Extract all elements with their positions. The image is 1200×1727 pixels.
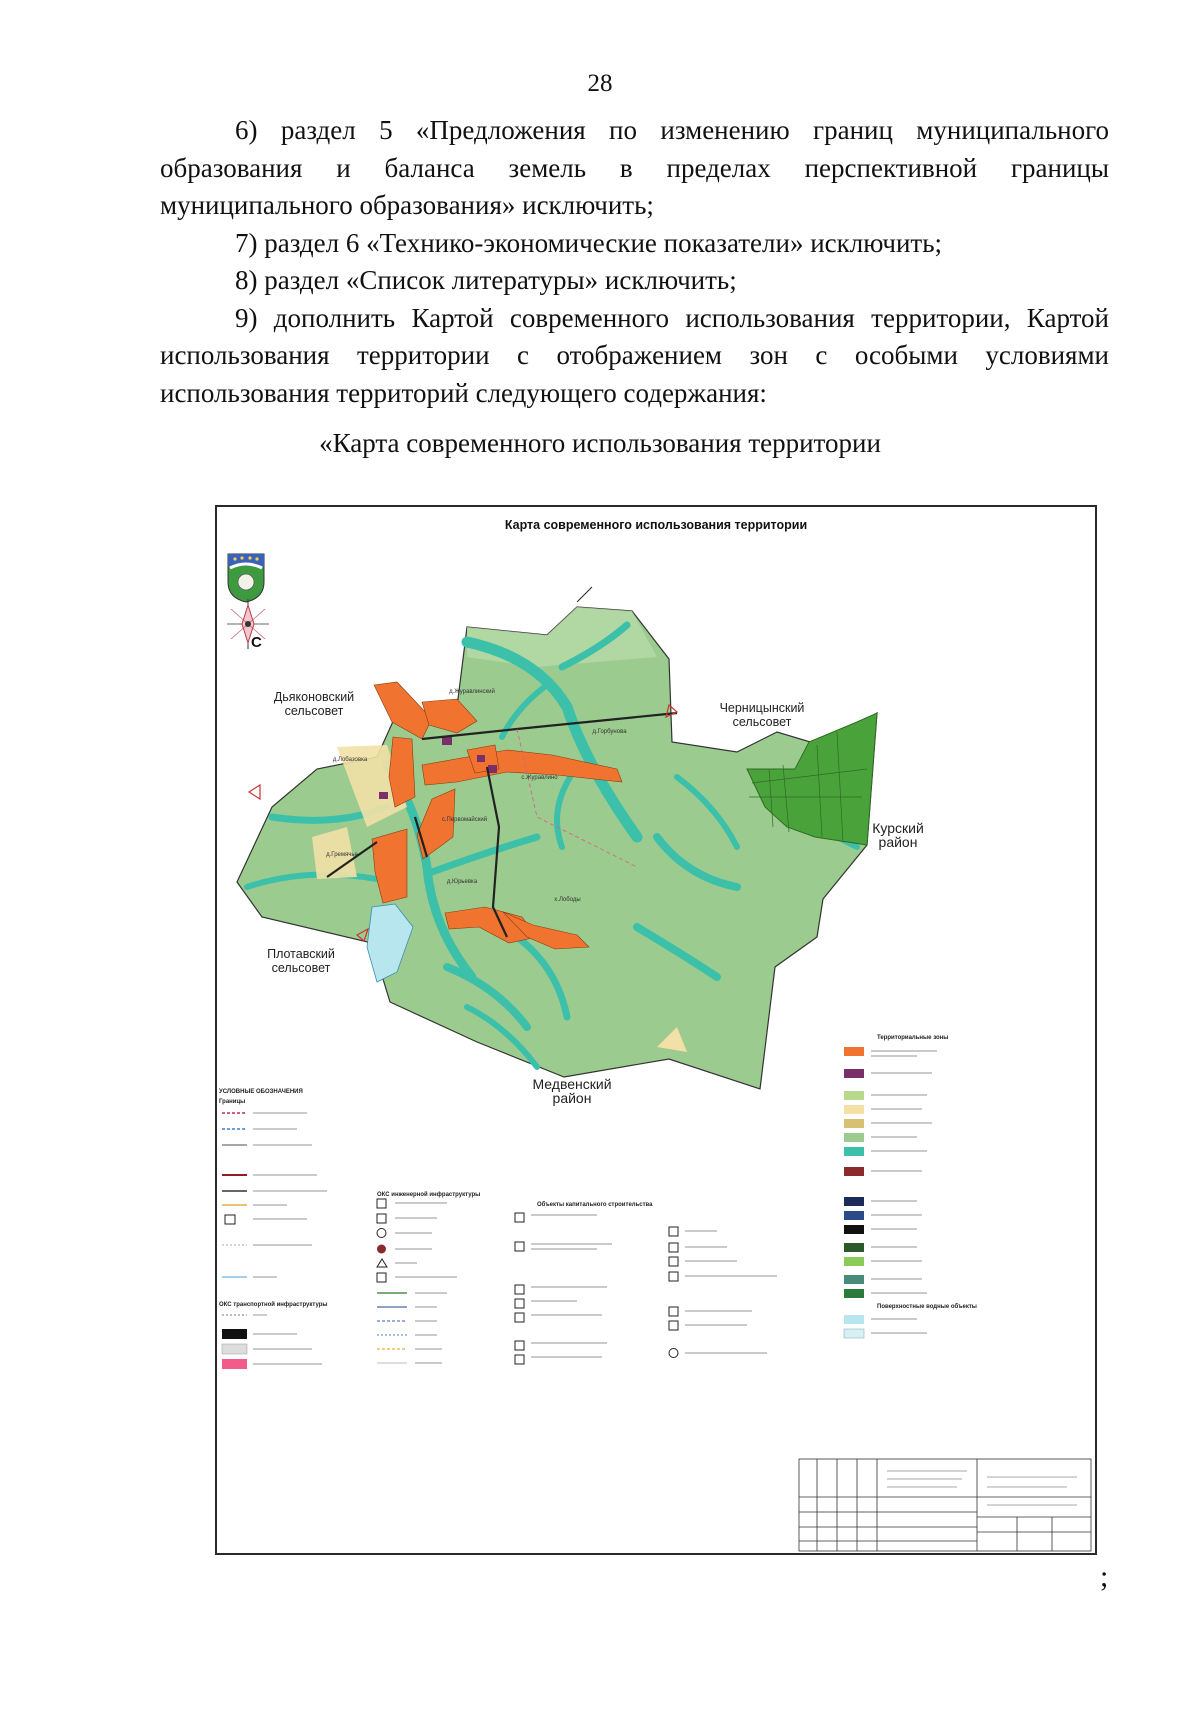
label-chernitsynsky: Черницынский сельсовет xyxy=(719,701,805,729)
village-label: д.Журавлинский xyxy=(449,689,495,695)
map-caption: «Карта современного использования территории xyxy=(319,428,881,458)
map-figure xyxy=(215,505,1097,1555)
label-kursky: Курский район xyxy=(872,820,924,850)
trailing-semicolon: ; xyxy=(1100,1560,1109,1593)
compass-north-letter: С xyxy=(251,634,262,651)
village-label: д.Лобазовка xyxy=(332,757,368,763)
village-label: д.Гремячье xyxy=(326,852,358,858)
legend-boundaries-heading: Границы xyxy=(219,1099,246,1105)
body-text xyxy=(160,112,1109,412)
legend-middle-column xyxy=(377,1199,457,1363)
legend-transport-heading: ОКС транспортной инфраструктуры xyxy=(219,1302,328,1308)
label-dyakonovsky: Дьяконовский сельсовет xyxy=(273,690,355,718)
legend-engineering-heading: ОКС инженерной инфраструктуры xyxy=(377,1192,481,1198)
legend-capital-heading: Объекты капитального строительства xyxy=(537,1202,653,1208)
paragraph-item-9: 9) дополнить Картой современного использования территории, Картой использования территории с отображением зон с особыми условиями использования территорий следующего содержания: xyxy=(160,302,1109,408)
legend-zone-text-lines xyxy=(871,1051,937,1333)
village-label: с.Первомайский xyxy=(441,817,488,823)
legend-hydro-heading: Поверхностные водные объекты xyxy=(877,1304,977,1310)
legend-left-column xyxy=(222,1113,327,1369)
legend-graphics xyxy=(217,507,1095,1553)
legend-title: УСЛОВНЫЕ ОБОЗНАЧЕНИЯ xyxy=(219,1089,303,1095)
village-label: с.Журавлино xyxy=(521,775,558,781)
label-medvensky: Медвенский район xyxy=(532,1076,612,1106)
village-label: д.Горбунова xyxy=(592,729,627,735)
legend-zones-heading: Территориальные зоны xyxy=(877,1035,949,1041)
paragraph-item-6: 6) раздел 5 «Предложения по изменению границ муниципального образования и баланса земель в пределах перспективной границы муниципального образования» исключить; xyxy=(160,115,1109,220)
village-label: х.Лободы xyxy=(554,897,581,903)
page-number: 28 xyxy=(587,70,613,97)
map-title: Карта современного использования территории xyxy=(504,518,808,532)
legend-zone-swatches xyxy=(844,1047,864,1338)
paragraph-item-7: 7) раздел 6 «Технико-экономические показатели» исключить; xyxy=(235,227,943,258)
legend-capital-column xyxy=(515,1213,777,1364)
village-label: д.Юрьевка xyxy=(446,879,478,885)
paragraph-item-8: 8) раздел «Список литературы» исключить; xyxy=(235,265,737,295)
label-plotavsky: Плотавский сельсовет xyxy=(267,947,335,975)
